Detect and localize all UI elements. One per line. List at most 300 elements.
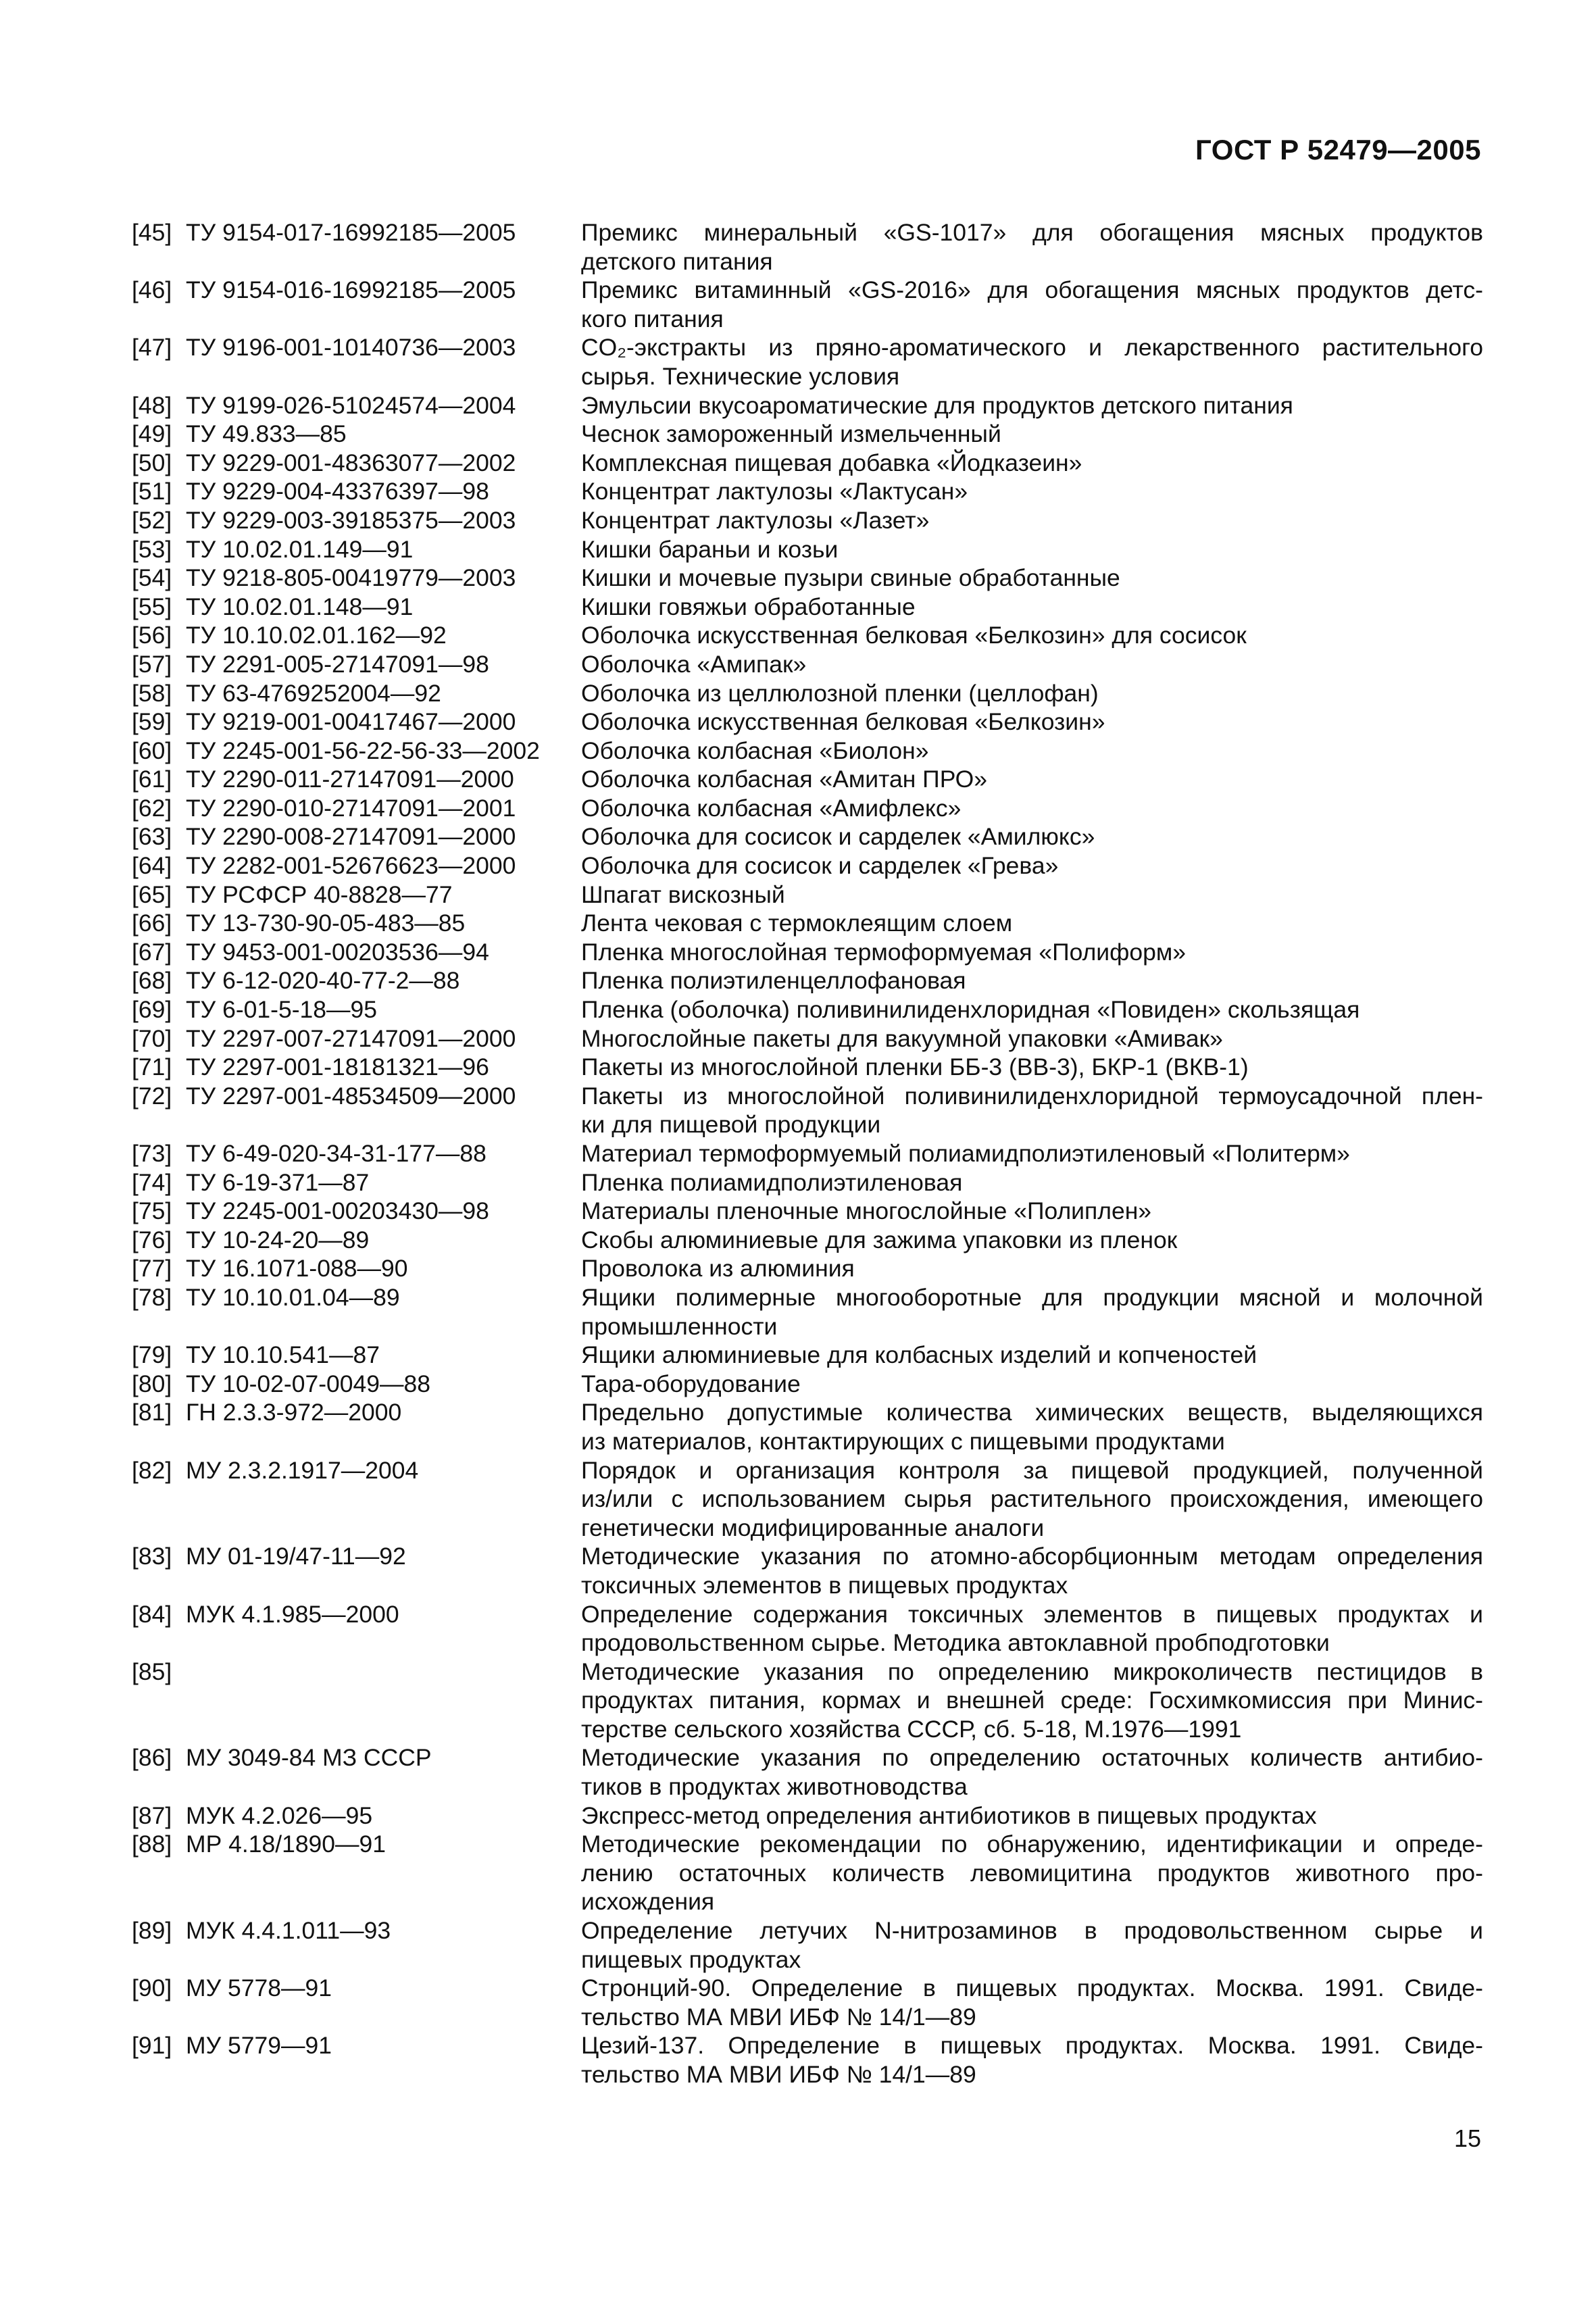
reference-number: [62] xyxy=(132,794,172,822)
reference-number: [64] xyxy=(132,852,172,880)
description-line: детского питания xyxy=(581,247,773,275)
reference-item xyxy=(132,995,1483,1024)
reference-id xyxy=(132,880,581,910)
reference-id xyxy=(132,909,581,938)
description-line: Методические указания по атомно-абсорбционным методам определения xyxy=(581,1543,1483,1570)
reference-description xyxy=(581,995,1483,1024)
reference-description xyxy=(581,1082,1483,1139)
reference-number: [83] xyxy=(132,1543,172,1570)
description-line: Оболочка искусственная белковая «Белкозин» xyxy=(581,708,1105,736)
reference-code: ТУ 63-4769252004—92 xyxy=(186,679,441,707)
reference-description xyxy=(581,737,1483,766)
description-line: Порядок и организация контроля за пищевой продукцией, полученной xyxy=(581,1456,1483,1484)
reference-code: ТУ 2297-001-48534509—2000 xyxy=(186,1082,516,1110)
reference-item xyxy=(132,506,1483,535)
reference-code: МУ 2.3.2.1917—2004 xyxy=(186,1456,419,1484)
reference-number: [77] xyxy=(132,1255,172,1283)
reference-item xyxy=(132,1024,1483,1053)
reference-description xyxy=(581,1226,1483,1255)
reference-number: [73] xyxy=(132,1140,172,1167)
reference-description xyxy=(581,1743,1483,1801)
reference-id xyxy=(132,391,581,420)
reference-number: [57] xyxy=(132,650,172,678)
reference-id xyxy=(132,1456,581,1543)
description-line: Методические указания по определению остаточных количеств антибио- xyxy=(581,1744,1483,1772)
description-line: Тара-оборудование xyxy=(581,1370,801,1397)
reference-code: ТУ 2290-010-27147091—2001 xyxy=(186,794,516,822)
description-line: Оболочка «Амипак» xyxy=(581,650,807,678)
description-line: Премикс витаминный «GS-2016» для обогащения мясных продуктов детс- xyxy=(581,276,1483,304)
reference-id xyxy=(132,794,581,823)
reference-id xyxy=(132,765,581,794)
reference-number: [65] xyxy=(132,880,172,908)
description-line: лению остаточных количеств левомицитина продуктов животного про- xyxy=(581,1859,1483,1887)
reference-number: [68] xyxy=(132,967,172,995)
description-line: Стронций-90. Определение в пищевых продуктах. Москва. 1991. Свиде- xyxy=(581,1974,1483,2002)
reference-code: ТУ 6-12-020-40-77-2—88 xyxy=(186,967,460,995)
reference-id xyxy=(132,276,581,333)
reference-id xyxy=(132,1226,581,1255)
description-line: тельство МА МВИ ИБФ № 14/1—89 xyxy=(581,2061,976,2088)
reference-code: ТУ 2291-005-27147091—98 xyxy=(186,650,489,678)
reference-description xyxy=(581,909,1483,938)
reference-code: ТУ 49.833—85 xyxy=(186,420,347,448)
reference-id xyxy=(132,333,581,391)
reference-item xyxy=(132,1916,1483,1974)
description-line: Концентрат лактулозы «Лактусан» xyxy=(581,478,968,505)
reference-description xyxy=(581,535,1483,564)
description-line: Премикс минеральный «GS-1017» для обогащения мясных продуктов xyxy=(581,219,1483,246)
reference-item xyxy=(132,593,1483,622)
reference-number: [82] xyxy=(132,1456,172,1484)
reference-id xyxy=(132,477,581,506)
reference-description xyxy=(581,420,1483,449)
reference-description xyxy=(581,1370,1483,1399)
reference-item xyxy=(132,1370,1483,1399)
reference-id xyxy=(132,1801,581,1831)
reference-id xyxy=(132,449,581,478)
reference-description xyxy=(581,593,1483,622)
reference-number: [69] xyxy=(132,996,172,1024)
reference-description xyxy=(581,1283,1483,1341)
reference-code: ТУ 10.02.01.148—91 xyxy=(186,593,414,620)
reference-item xyxy=(132,1283,1483,1341)
reference-item xyxy=(132,1398,1483,1455)
reference-item xyxy=(132,477,1483,506)
description-line: Кишки говяжьи обработанные xyxy=(581,593,916,620)
description-line: Кишки и мочевые пузыри свиные обработанные xyxy=(581,564,1120,592)
reference-id xyxy=(132,707,581,737)
reference-code xyxy=(186,1658,581,1744)
reference-code: ТУ 9154-017-16992185—2005 xyxy=(186,219,516,246)
description-line: Оболочка из целлюлозной пленки (целлофан) xyxy=(581,679,1099,707)
reference-id xyxy=(132,1370,581,1399)
description-line: сырья. Технические условия xyxy=(581,362,900,390)
reference-number: [53] xyxy=(132,535,172,563)
reference-id xyxy=(132,1830,581,1916)
reference-description xyxy=(581,1139,1483,1168)
reference-code: МУ 01-19/47-11—92 xyxy=(186,1543,406,1570)
reference-description xyxy=(581,621,1483,650)
reference-number: [49] xyxy=(132,420,172,448)
reference-id xyxy=(132,1254,581,1283)
reference-code: ТУ 9453-001-00203536—94 xyxy=(186,938,489,966)
reference-code: ТУ 9229-004-43376397—98 xyxy=(186,478,489,505)
reference-id xyxy=(132,966,581,995)
reference-description xyxy=(581,1658,1483,1744)
description-line: Определение содержания токсичных элементов в пищевых продуктах и xyxy=(581,1600,1483,1628)
reference-item xyxy=(132,1082,1483,1139)
reference-number: [84] xyxy=(132,1600,172,1628)
reference-description xyxy=(581,1542,1483,1599)
description-line: тельство МА МВИ ИБФ № 14/1—89 xyxy=(581,2003,976,2031)
reference-code: ТУ РСФСР 40-8828—77 xyxy=(186,880,453,908)
reference-item xyxy=(132,938,1483,967)
reference-description xyxy=(581,707,1483,737)
reference-id xyxy=(132,506,581,535)
description-line: ки для пищевой продукции xyxy=(581,1111,881,1139)
reference-id xyxy=(132,938,581,967)
reference-id xyxy=(132,1398,581,1455)
reference-number: [56] xyxy=(132,622,172,649)
reference-number: [71] xyxy=(132,1053,172,1081)
reference-code: ТУ 13-730-90-05-483—85 xyxy=(186,910,466,937)
description-line: Пленка полиамидполиэтиленовая xyxy=(581,1168,963,1196)
reference-description xyxy=(581,506,1483,535)
reference-item xyxy=(132,679,1483,708)
reference-number: [48] xyxy=(132,391,172,419)
reference-item xyxy=(132,822,1483,851)
reference-code: МУК 4.4.1.011—93 xyxy=(186,1917,391,1945)
reference-number: [81] xyxy=(132,1399,172,1426)
reference-item xyxy=(132,218,1483,276)
reference-id xyxy=(132,593,581,622)
reference-code: ТУ 2290-008-27147091—2000 xyxy=(186,823,516,851)
reference-code: ТУ 6-19-371—87 xyxy=(186,1168,370,1196)
reference-description xyxy=(581,1801,1483,1831)
reference-number: [50] xyxy=(132,449,172,476)
reference-item xyxy=(132,880,1483,910)
description-line: Лента чековая с термоклеящим слоем xyxy=(581,910,1013,937)
reference-item xyxy=(132,1168,1483,1197)
reference-item xyxy=(132,2031,1483,2089)
reference-id xyxy=(132,535,581,564)
reference-number: [88] xyxy=(132,1831,172,1858)
reference-number: [72] xyxy=(132,1082,172,1110)
description-line: Оболочка колбасная «Амифлекс» xyxy=(581,794,962,822)
reference-code: МР 4.18/1890—91 xyxy=(186,1831,386,1858)
description-line: Методические указания по определению микроколичеств пестицидов в xyxy=(581,1658,1483,1685)
reference-description xyxy=(581,1830,1483,1916)
reference-item xyxy=(132,1801,1483,1831)
reference-number: [66] xyxy=(132,910,172,937)
reference-number: [58] xyxy=(132,679,172,707)
reference-item xyxy=(132,276,1483,333)
reference-code: ТУ 9196-001-10140736—2003 xyxy=(186,334,516,362)
description-line: исхождения xyxy=(581,1888,715,1916)
reference-code: МУ 5778—91 xyxy=(186,1974,332,2002)
reference-description xyxy=(581,822,1483,851)
reference-id xyxy=(132,1024,581,1053)
reference-description xyxy=(581,477,1483,506)
reference-id xyxy=(132,1053,581,1082)
reference-code: ТУ 2282-001-52676623—2000 xyxy=(186,852,516,880)
reference-description xyxy=(581,880,1483,910)
description-line: Экспресс-метод определения антибиотиков в пищевых продуктах xyxy=(581,1801,1317,1829)
description-line: Материалы пленочные многослойные «Полиплен» xyxy=(581,1197,1152,1225)
reference-code: ТУ 9219-001-00417467—2000 xyxy=(186,708,516,736)
reference-item xyxy=(132,1658,1483,1744)
reference-description xyxy=(581,218,1483,276)
reference-description xyxy=(581,851,1483,880)
reference-code: ТУ 16.1071-088—90 xyxy=(186,1255,408,1283)
reference-number: [75] xyxy=(132,1197,172,1225)
reference-number: [85] xyxy=(132,1658,172,1685)
reference-number: [87] xyxy=(132,1801,172,1829)
reference-id xyxy=(132,1974,581,2031)
reference-id xyxy=(132,1542,581,1599)
reference-id xyxy=(132,650,581,679)
reference-item xyxy=(132,909,1483,938)
reference-item xyxy=(132,449,1483,478)
reference-item xyxy=(132,851,1483,880)
description-line: из материалов, контактирующих с пищевыми продуктами xyxy=(581,1427,1225,1455)
reference-number: [61] xyxy=(132,766,172,793)
description-line: Многослойные пакеты для вакуумной упаковки «Амивак» xyxy=(581,1024,1223,1052)
reference-number: [91] xyxy=(132,2032,172,2060)
description-line: Ящики алюминиевые для колбасных изделий и копченостей xyxy=(581,1341,1257,1369)
description-line: Шпагат вискозный xyxy=(581,880,785,908)
reference-number: [60] xyxy=(132,737,172,764)
reference-item xyxy=(132,1974,1483,2031)
reference-item xyxy=(132,1542,1483,1599)
reference-id xyxy=(132,995,581,1024)
reference-number: [45] xyxy=(132,219,172,246)
reference-item xyxy=(132,621,1483,650)
reference-item xyxy=(132,420,1483,449)
reference-item xyxy=(132,794,1483,823)
reference-description xyxy=(581,1600,1483,1658)
reference-id xyxy=(132,822,581,851)
reference-code: ТУ 2245-001-00203430—98 xyxy=(186,1197,489,1225)
reference-id xyxy=(132,679,581,708)
document-header: ГОСТ Р 52479—2005 xyxy=(1195,134,1481,166)
reference-description xyxy=(581,1254,1483,1283)
reference-id xyxy=(132,218,581,276)
reference-number: [59] xyxy=(132,708,172,736)
reference-list xyxy=(132,218,1483,2089)
description-line: Пленка полиэтиленцеллофановая xyxy=(581,967,966,995)
reference-number: [90] xyxy=(132,1974,172,2002)
reference-item xyxy=(132,1254,1483,1283)
description-line: Концентрат лактулозы «Лазет» xyxy=(581,506,930,534)
reference-item xyxy=(132,1053,1483,1082)
reference-code: ТУ 10.10.541—87 xyxy=(186,1341,380,1369)
reference-id xyxy=(132,1139,581,1168)
reference-number: [76] xyxy=(132,1226,172,1253)
description-line: Определение летучих N-нитрозаминов в продовольственном сырье и xyxy=(581,1917,1483,1945)
description-line: пищевых продуктах xyxy=(581,1945,801,1973)
reference-item xyxy=(132,333,1483,391)
reference-id xyxy=(132,1082,581,1139)
page-number: 15 xyxy=(1453,2124,1481,2152)
reference-code: ТУ 6-01-5-18—95 xyxy=(186,996,378,1024)
reference-id xyxy=(132,737,581,766)
reference-description xyxy=(581,391,1483,420)
reference-id xyxy=(132,564,581,593)
description-line: Пленка многослойная термоформуемая «Полиформ» xyxy=(581,938,1186,966)
reference-description xyxy=(581,794,1483,823)
reference-code: МУ 3049-84 МЗ СССР xyxy=(186,1744,432,1772)
description-line: Цезий-137. Определение в пищевых продуктах. Москва. 1991. Свиде- xyxy=(581,2032,1483,2060)
reference-description xyxy=(581,1398,1483,1455)
description-line: Эмульсии вкусоароматические для продуктов детского питания xyxy=(581,391,1293,419)
reference-description xyxy=(581,276,1483,333)
reference-id xyxy=(132,621,581,650)
description-line: Материал термоформуемый полиамидполиэтиленовый «Политерм» xyxy=(581,1140,1350,1167)
description-line: продуктах питания, кормах и внешней среде: Госхимкомиссия при Минис- xyxy=(581,1687,1483,1714)
reference-item xyxy=(132,1600,1483,1658)
reference-id xyxy=(132,1743,581,1801)
reference-id xyxy=(132,1168,581,1197)
reference-code: ТУ 2297-001-18181321—96 xyxy=(186,1053,489,1081)
reference-description xyxy=(581,1197,1483,1226)
reference-number: [47] xyxy=(132,334,172,362)
reference-number: [54] xyxy=(132,564,172,592)
reference-item xyxy=(132,564,1483,593)
reference-code: ТУ 9229-003-39185375—2003 xyxy=(186,506,516,534)
description-line: Оболочка искусственная белковая «Белкозин» для сосисок xyxy=(581,622,1247,649)
reference-code: ТУ 10.02.01.149—91 xyxy=(186,535,414,563)
reference-number: [86] xyxy=(132,1744,172,1772)
reference-item xyxy=(132,737,1483,766)
reference-item xyxy=(132,966,1483,995)
reference-description xyxy=(581,966,1483,995)
reference-description xyxy=(581,564,1483,593)
description-line: Проволока из алюминия xyxy=(581,1255,855,1283)
reference-description xyxy=(581,650,1483,679)
description-line: продовольственном сырье. Методика автоклавной пробподготовки xyxy=(581,1629,1330,1657)
reference-description xyxy=(581,1024,1483,1053)
reference-number: [80] xyxy=(132,1370,172,1397)
reference-item xyxy=(132,1139,1483,1168)
reference-code: ТУ 2290-011-27147091—2000 xyxy=(186,766,514,793)
reference-id xyxy=(132,1658,581,1744)
reference-number: [89] xyxy=(132,1917,172,1945)
reference-item xyxy=(132,1197,1483,1226)
reference-code: ТУ 2297-007-27147091—2000 xyxy=(186,1024,516,1052)
reference-code: ТУ 9218-805-00419779—2003 xyxy=(186,564,516,592)
description-line: тиков в продуктах животноводства xyxy=(581,1773,968,1801)
description-line: генетически модифицированные аналоги xyxy=(581,1514,1045,1541)
reference-code: ТУ 10-02-07-0049—88 xyxy=(186,1370,430,1397)
reference-item xyxy=(132,1830,1483,1916)
reference-code: ТУ 2245-001-56-22-56-33—2002 xyxy=(186,737,540,764)
reference-code: ТУ 10.10.01.04—89 xyxy=(186,1283,400,1311)
reference-description xyxy=(581,679,1483,708)
reference-description xyxy=(581,938,1483,967)
reference-description xyxy=(581,2031,1483,2089)
reference-id xyxy=(132,851,581,880)
reference-code: МУ 5779—91 xyxy=(186,2032,332,2060)
reference-description xyxy=(581,1053,1483,1082)
description-line: токсичных элементов в пищевых продуктах xyxy=(581,1571,1068,1599)
description-line: Комплексная пищевая добавка «Йодказеин» xyxy=(581,449,1082,476)
reference-code: ТУ 9154-016-16992185—2005 xyxy=(186,276,516,304)
description-line: промышленности xyxy=(581,1312,778,1340)
reference-code: ТУ 9229-001-48363077—2002 xyxy=(186,449,516,476)
description-line: Методические рекомендации по обнаружению, идентификации и опреде- xyxy=(581,1831,1483,1858)
description-line: Предельно допустимые количества химических веществ, выделяющихся xyxy=(581,1399,1483,1426)
description-line: Пакеты из многослойной поливинилиденхлоридной термоусадочной плен- xyxy=(581,1082,1483,1110)
reference-description xyxy=(581,333,1483,391)
reference-number: [67] xyxy=(132,938,172,966)
reference-id xyxy=(132,1600,581,1658)
reference-code: МУК 4.1.985—2000 xyxy=(186,1600,399,1628)
description-line: CO₂-экстракты из пряно-ароматического и лекарственного растительного xyxy=(581,334,1483,362)
reference-id xyxy=(132,420,581,449)
reference-id xyxy=(132,1283,581,1341)
reference-item xyxy=(132,535,1483,564)
reference-id xyxy=(132,2031,581,2089)
reference-id xyxy=(132,1197,581,1226)
reference-code: ТУ 10.10.02.01.162—92 xyxy=(186,622,447,649)
reference-item xyxy=(132,707,1483,737)
reference-number: [78] xyxy=(132,1283,172,1311)
reference-number: [51] xyxy=(132,478,172,505)
description-line: Кишки бараньи и козьи xyxy=(581,535,839,563)
description-line: терстве сельского хозяйства СССР, сб. 5-18, М.1976—1991 xyxy=(581,1715,1242,1743)
reference-code: ТУ 6-49-020-34-31-177—88 xyxy=(186,1140,487,1167)
reference-id xyxy=(132,1341,581,1370)
reference-description xyxy=(581,765,1483,794)
reference-code: ГН 2.3.3-972—2000 xyxy=(186,1399,402,1426)
description-line: Оболочка колбасная «Биолон» xyxy=(581,737,929,764)
description-line: Пакеты из многослойной пленки ББ-3 (ВВ-3), БКР-1 (ВКВ-1) xyxy=(581,1053,1249,1081)
reference-number: [46] xyxy=(132,276,172,304)
description-line: Скобы алюминиевые для зажима упаковки из пленок xyxy=(581,1226,1178,1253)
description-line: Ящики полимерные многооборотные для продукции мясной и молочной xyxy=(581,1283,1483,1311)
reference-number: [55] xyxy=(132,593,172,620)
reference-number: [52] xyxy=(132,506,172,534)
reference-code: МУК 4.2.026—95 xyxy=(186,1801,373,1829)
reference-description xyxy=(581,1341,1483,1370)
reference-description xyxy=(581,1974,1483,2031)
reference-description xyxy=(581,1916,1483,1974)
description-line: Чеснок замороженный измельченный xyxy=(581,420,1001,448)
reference-number: [70] xyxy=(132,1024,172,1052)
reference-item xyxy=(132,1226,1483,1255)
reference-description xyxy=(581,449,1483,478)
reference-number: [63] xyxy=(132,823,172,851)
reference-number: [79] xyxy=(132,1341,172,1369)
reference-item xyxy=(132,1341,1483,1370)
reference-item xyxy=(132,765,1483,794)
reference-item xyxy=(132,391,1483,420)
reference-code: ТУ 9199-026-51024574—2004 xyxy=(186,391,516,419)
description-line: Оболочка колбасная «Амитан ПРО» xyxy=(581,766,987,793)
reference-number: [74] xyxy=(132,1168,172,1196)
description-line: из/или с использованием сырья растительного происхождения, имеющего xyxy=(581,1485,1483,1513)
description-line: кого питания xyxy=(581,305,724,332)
description-line: Оболочка для сосисок и сарделек «Грева» xyxy=(581,852,1059,880)
reference-item xyxy=(132,1456,1483,1543)
reference-code: ТУ 10-24-20—89 xyxy=(186,1226,370,1253)
reference-item xyxy=(132,650,1483,679)
description-line: Пленка (оболочка) поливинилиденхлоридная «Повиден» скользящая xyxy=(581,996,1360,1024)
description-line: Оболочка для сосисок и сарделек «Амилюкс» xyxy=(581,823,1095,851)
reference-item xyxy=(132,1743,1483,1801)
